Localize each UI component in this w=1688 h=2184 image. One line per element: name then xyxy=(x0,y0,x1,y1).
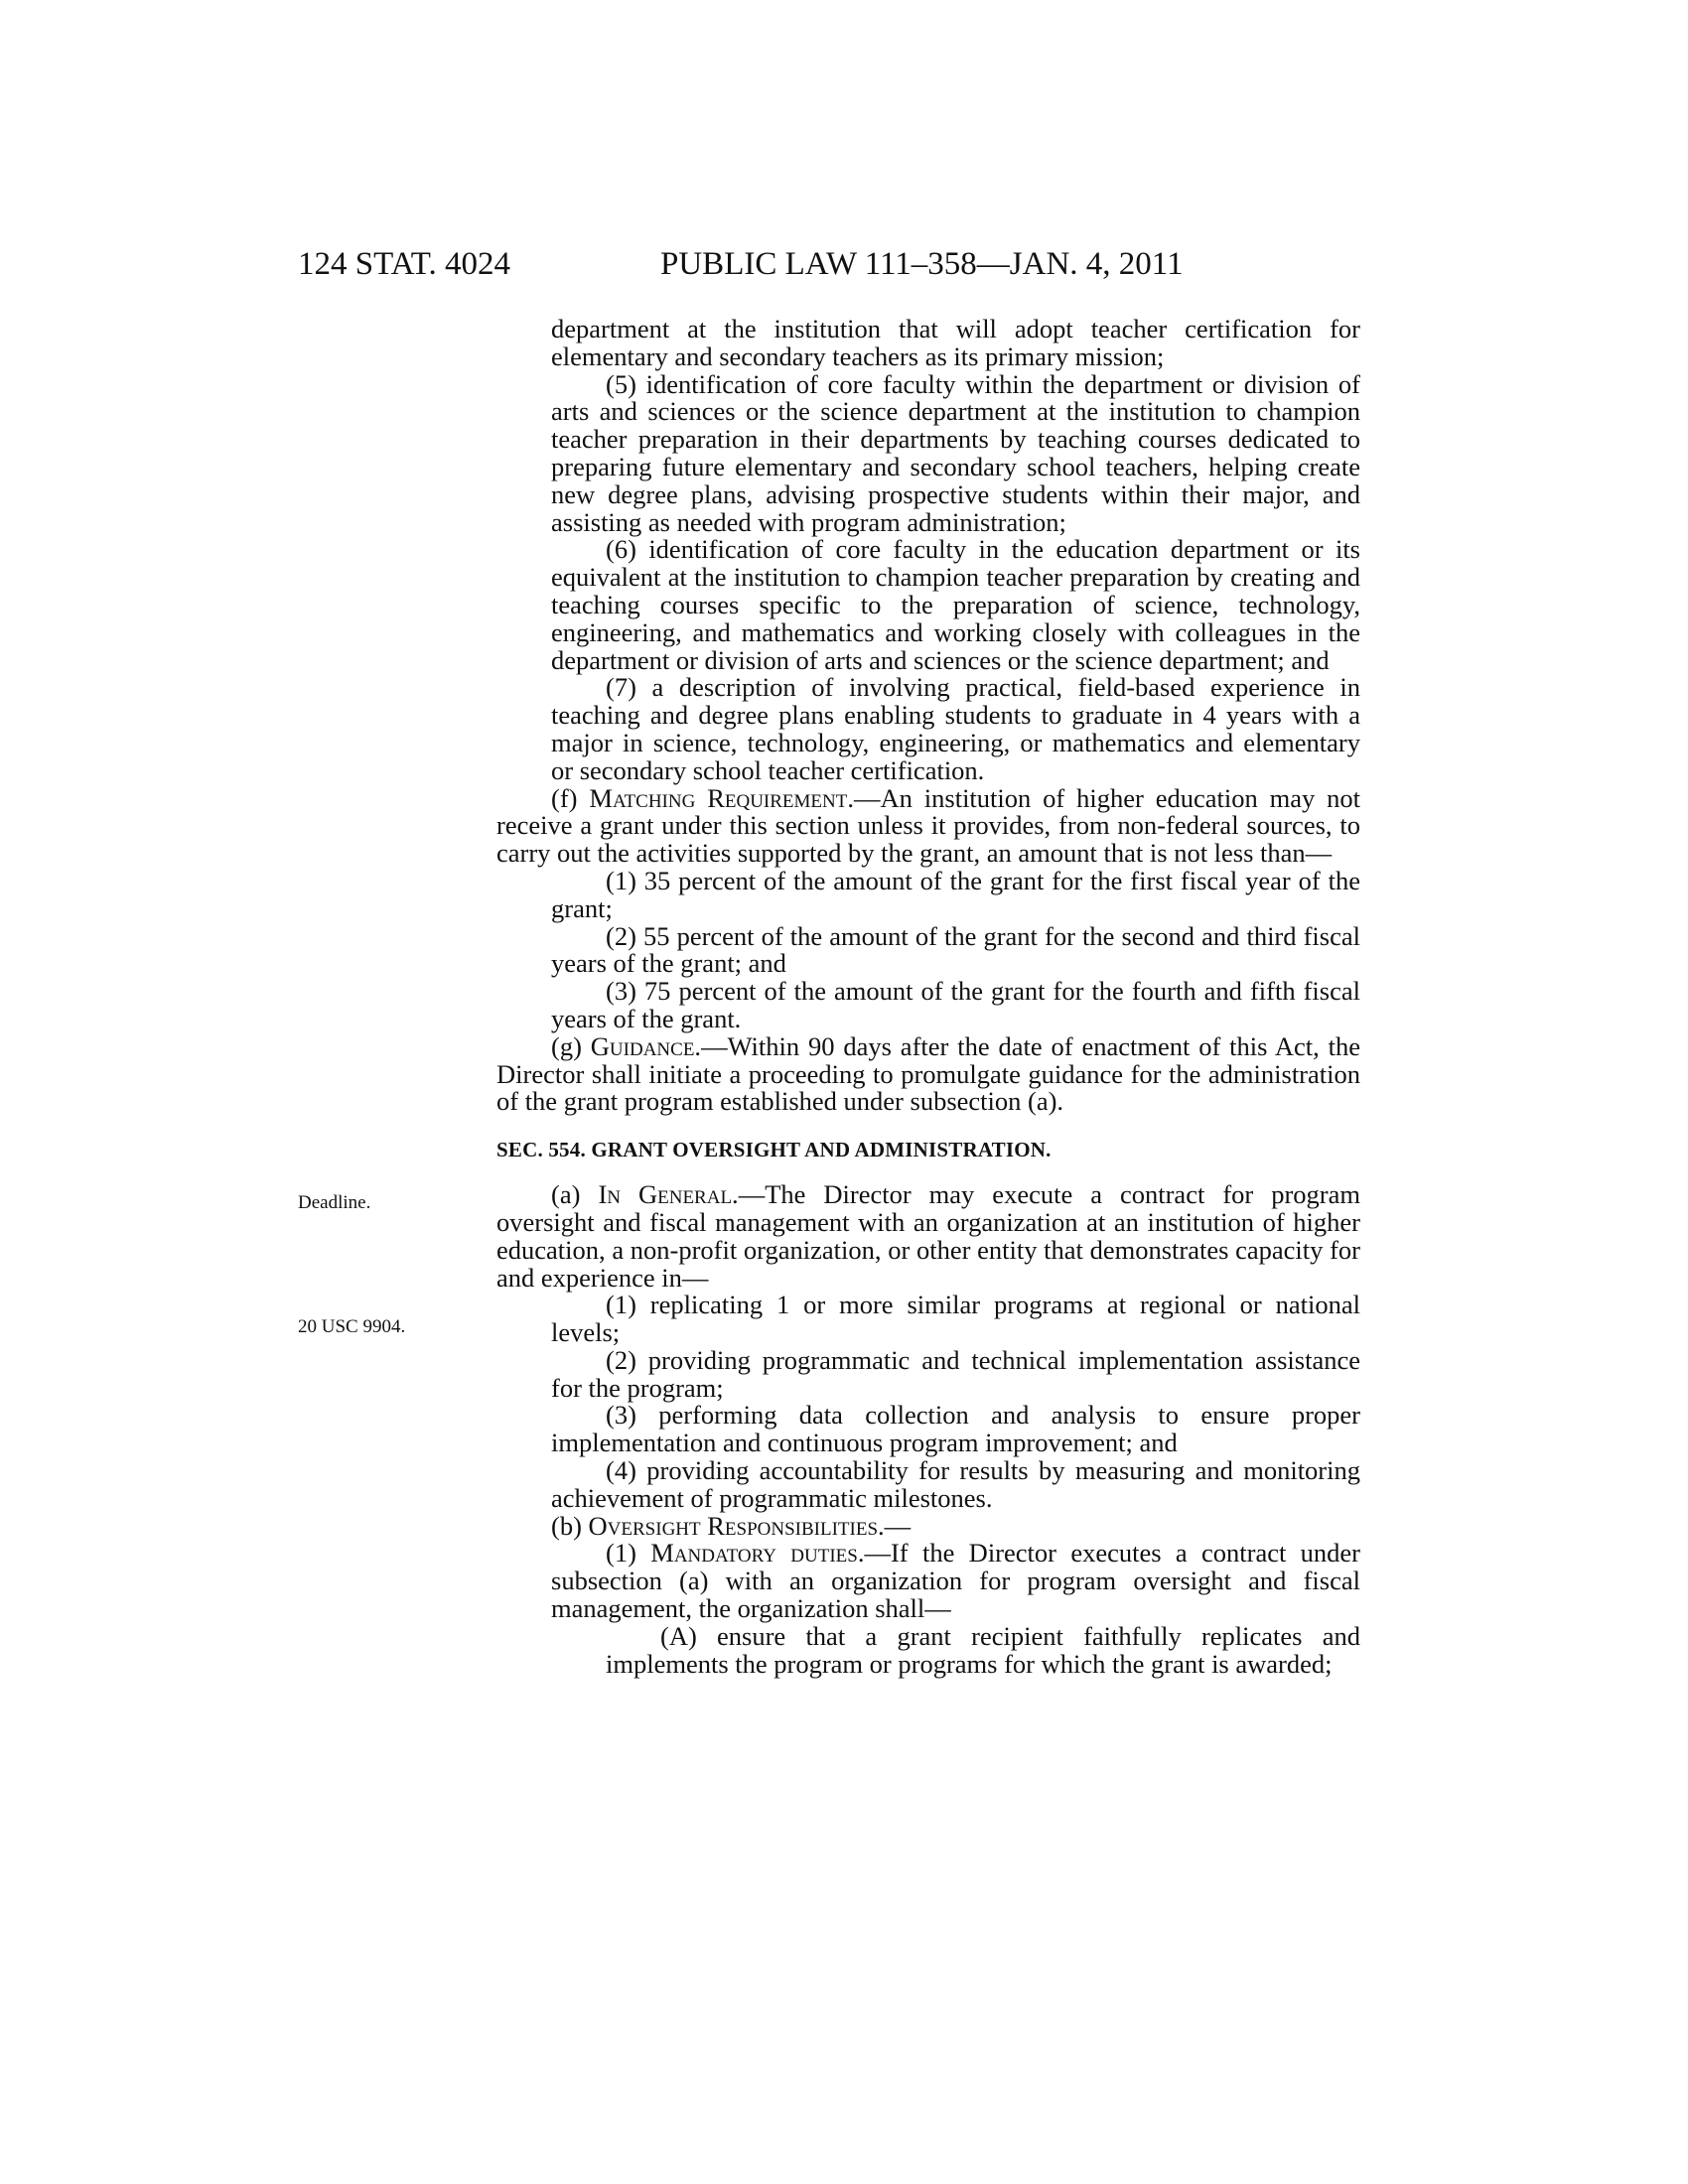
paragraph-b1-heading: Mandatory duties. xyxy=(650,1538,865,1569)
paragraph-e6: (6) identification of core faculty in the education department or its equivalent at the institution to champion teacher preparation by creating and teaching courses specific to the preparation of science, technology, engineering, and mathematics and working closely with colleagues in the department or division of arts and sciences or the science department; and xyxy=(551,534,1360,675)
subsection-g xyxy=(496,1030,1360,1117)
page-stat-reference: 124 STAT. 4024 xyxy=(298,246,511,282)
subsection-f-heading: Matching Requirement. xyxy=(589,782,854,813)
subsection-a-label: (a) xyxy=(551,1179,581,1210)
subsection-f-label: (f) xyxy=(551,782,578,813)
section-heading: SEC. 554. GRANT OVERSIGHT AND ADMINISTRATION. xyxy=(496,1138,1052,1162)
subparagraph-bA: (A) ensure that a grant recipient faithfully replicates and implements the program or programs for which the grant is awarded; xyxy=(606,1620,1360,1679)
margin-note-usc-citation: 20 USC 9904. xyxy=(298,1316,406,1337)
paragraph-b1-label: (1) xyxy=(606,1538,636,1569)
subsection-a-text: —The Director may execute a contract for program oversight and fiscal management with an organization at an institution of higher education, a non-profit organization, or other entity that demonstrates capacity for and experience in— xyxy=(496,1179,1361,1293)
paragraph-f3: (3) 75 percent of the amount of the grant for the fourth and fifth fiscal years of the grant. xyxy=(551,976,1360,1033)
paragraph-e5: (5) identification of core faculty within the department or division of arts and sciences or the science department at the institution to champion teacher preparation in their departments by teaching courses dedicated to preparing future elementary and secondary school teachers, helping create new degree plans, advising prospective students within their major, and assisting as needed with program administration; xyxy=(551,368,1360,537)
subsection-f-text: —An institution of higher education may not receive a grant under this section unless it provides, from non-federal sources, to carry out the activities supported by the grant, an amount that is not less than— xyxy=(496,782,1360,869)
subsection-b-heading: Oversight Responsibilities. xyxy=(588,1510,885,1541)
paragraph-e7: (7) a description of involving practical, field-based experience in teaching and degree plans enabling students to graduate in 4 years with a major in science, technology, engineering, or mathematics and elementary or secondary school teacher certification. xyxy=(551,672,1360,785)
paragraph-a2: (2) providing programmatic and technical implementation assistance for the program; xyxy=(551,1344,1360,1403)
document-body xyxy=(496,316,1360,1678)
running-header-title: PUBLIC LAW 111–358—JAN. 4, 2011 xyxy=(660,246,1184,282)
subsection-a xyxy=(496,1181,1360,1292)
paragraph-e4-continuation: department at the institution that will adopt teacher certification for elementary and secondary teachers as its primary mission; xyxy=(551,314,1360,371)
subsection-g-text: —Within 90 days after the date of enactment of this Act, the Director shall initiate a proceeding to promulgate guidance for the administration of the grant program established under subsection (a). xyxy=(496,1030,1360,1117)
paragraph-f1: (1) 35 percent of the amount of the grant for the first fiscal year of the grant; xyxy=(551,865,1360,923)
subsection-g-heading: Guidance. xyxy=(590,1030,702,1061)
paragraph-f2: (2) 55 percent of the amount of the grant for the second and third fiscal years of the grant; and xyxy=(551,920,1360,979)
subsection-a-heading: In General. xyxy=(598,1179,739,1210)
paragraph-b1-text: —If the Director executes a contract under subsection (a) with an organization for program oversight and fiscal management, the organization shall— xyxy=(551,1538,1361,1624)
paragraph-b1 xyxy=(496,1540,1360,1622)
paragraph-a3: (3) performing data collection and analysis to ensure proper implementation and continuous program improvement; and xyxy=(551,1400,1360,1458)
margin-note-deadline: Deadline. xyxy=(298,1192,371,1213)
subsection-b-label: (b) xyxy=(551,1510,582,1541)
paragraph-a1: (1) replicating 1 or more similar programs at regional or national levels; xyxy=(551,1290,1360,1348)
paragraph-a4: (4) providing accountability for results by measuring and monitoring achievement of programmatic milestones. xyxy=(551,1455,1360,1513)
subsection-g-label: (g) xyxy=(551,1030,582,1061)
subsection-b-dash: — xyxy=(884,1510,912,1541)
subsection-f xyxy=(496,782,1360,869)
subsection-b xyxy=(496,1510,1360,1541)
